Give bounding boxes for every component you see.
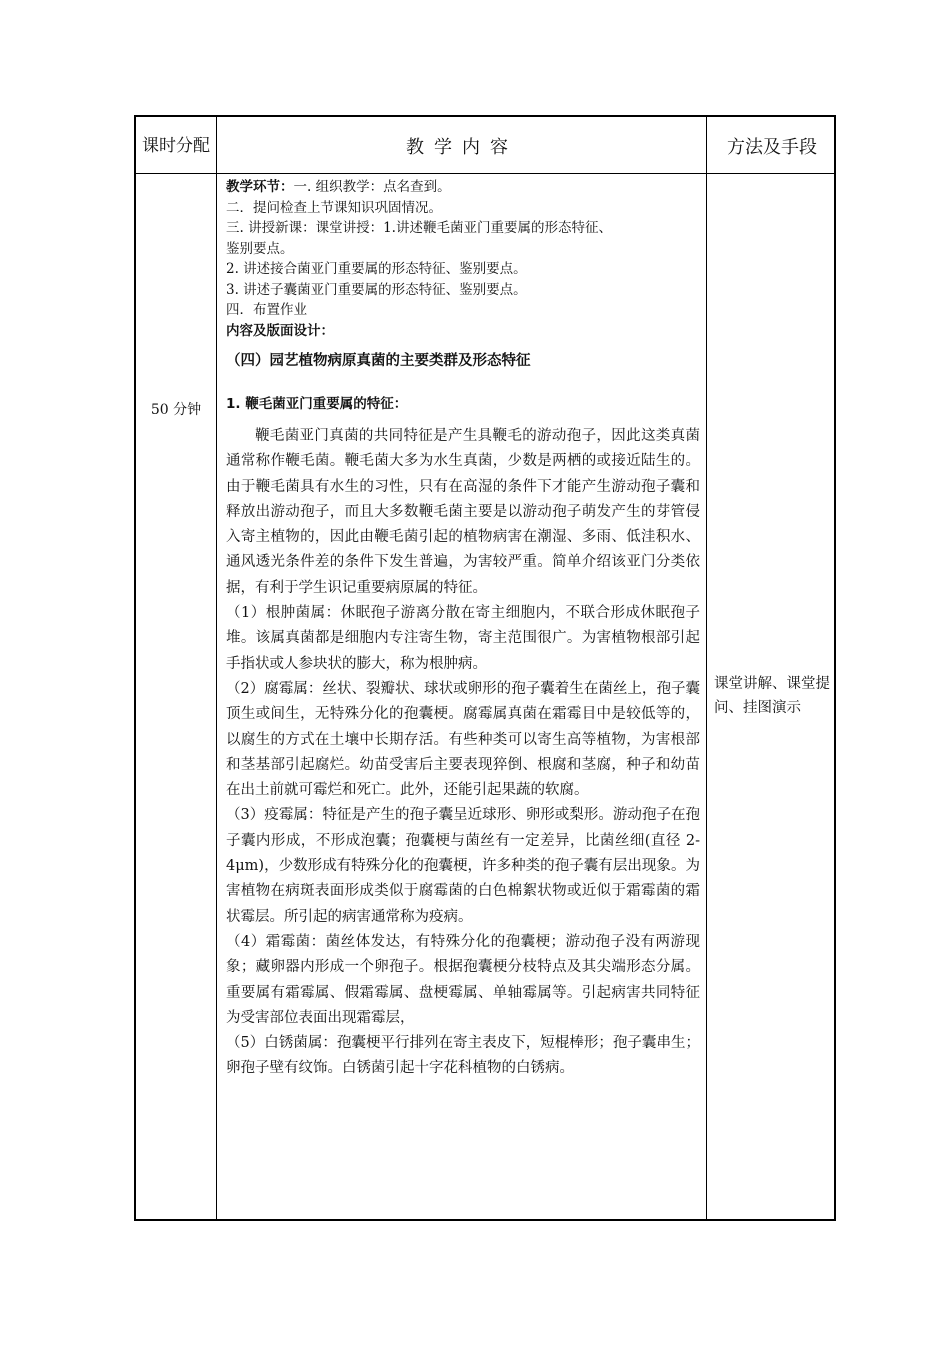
methods-cell: 课堂讲解、课堂提问、挂图演示 <box>714 676 830 716</box>
teaching-steps-line <box>226 177 700 198</box>
section-title: （四）园艺植物病原真菌的主要类群及形态特征 <box>226 353 531 369</box>
teaching-step: 二．提问检查上节课知识巩固情况。 <box>226 199 442 216</box>
genus-paragraph: （2）腐霉属：丝状、裂瓣状、球状或卵形的孢子囊着生在菌丝上，孢子囊顶生或间生，无特殊分化的孢囊梗。腐霉属真菌在霜霉目中是较低等的，以腐生的方式在土壤中长期存活。有些种类可以寄生高等植物，为害根部和茎基部引起腐烂。幼苗受害后主要表现猝倒、根腐和茎腐，种子和幼苗在出土前就可霉烂和死亡。此外，还能引起果蔬的软腐。 <box>226 680 700 799</box>
teaching-step: 鉴别要点。 <box>226 240 294 257</box>
teaching-step: 三. 讲授新课：课堂讲授：1.讲述鞭毛菌亚门重要属的形态特征、 <box>226 220 612 236</box>
genus-paragraph: （1）根肿菌属：休眠孢子游离分散在寄主细胞内，不联合形成休眠孢子堆。该属真菌都是细胞内专注寄生物，寄主范围很广。为害植物根部引起手指状或人参块状的膨大，称为根肿病。 <box>226 605 700 672</box>
teaching-steps-label: 教学环节： <box>226 179 294 195</box>
header-teaching-content: 教学内容 <box>406 137 518 158</box>
genus-paragraph: （4）霜霉菌：菌丝体发达，有特殊分化的孢囊梗；游动孢子没有两游现象；藏卵器内形成一个卵孢子。根据孢囊梗分枝特点及其尖端形态分属。重要属有霜霉属、假霜霉属、盘梗霉属、单轴霉属等。引起病害共同特征为受害部位表面出现霜霉层， <box>226 933 700 1026</box>
lesson-plan-table <box>134 115 836 1221</box>
header-time-allocation: 课时分配 <box>142 136 210 156</box>
column-divider <box>216 117 217 1219</box>
teaching-content-cell <box>226 177 700 1082</box>
genus-paragraph: （5）白锈菌属：孢囊梗平行排列在寄主表皮下，短棍棒形；孢子囊串生；卵孢子壁有纹饰。白锈菌引起十字花科植物的白锈病。 <box>226 1035 700 1077</box>
design-label: 内容及版面设计： <box>226 322 334 339</box>
duration-cell: 50 分钟 <box>150 402 202 418</box>
subsection-title: 1. 鞭毛菌亚门重要属的特征： <box>226 396 408 412</box>
teaching-step: 2. 讲述接合菌亚门重要属的形态特征、鉴别要点。 <box>226 261 527 277</box>
genus-paragraph: （3）疫霉属：特征是产生的孢子囊呈近球形、卵形或梨形。游动孢子在孢子囊内形成，不形成泡囊；孢囊梗与菌丝有一定差异，比菌丝细(直径 2-4μm)，少数形成有特殊分化的孢囊梗，许多种类的孢子囊有层出现象。为害植物在病斑表面形成类似于腐霉菌的白色棉絮状物或近似于霜霉菌的霜状霉层。所引起的病害通常称为疫病。 <box>226 807 700 925</box>
column-divider <box>706 117 707 1219</box>
intro-paragraph: 鞭毛菌亚门真菌的共同特征是产生具鞭毛的游动孢子，因此这类真菌通常称作鞭毛菌。鞭毛菌大多为水生真菌，少数是两栖的或接近陆生的。由于鞭毛菌具有水生的习性，只有在高湿的条件下才能产生游动孢子囊和释放出游动孢子，而且大多数鞭毛菌主要是以游动孢子萌发产生的芽管侵入寄主植物的，因此由鞭毛菌引起的植物病害在潮湿、多雨、低洼积水、通风透光条件差的条件下发生普遍，为害较严重。简单介绍该亚门分类依据，有利于学生识记重要病原属的特征。 <box>226 428 700 596</box>
header-methods: 方法及手段 <box>727 137 817 158</box>
teaching-step: 四．布置作业 <box>226 302 307 318</box>
teaching-step: 一. 组织教学：点名查到。 <box>293 179 451 195</box>
teaching-step: 3. 讲述子囊菌亚门重要属的形态特征、鉴别要点。 <box>226 281 527 298</box>
